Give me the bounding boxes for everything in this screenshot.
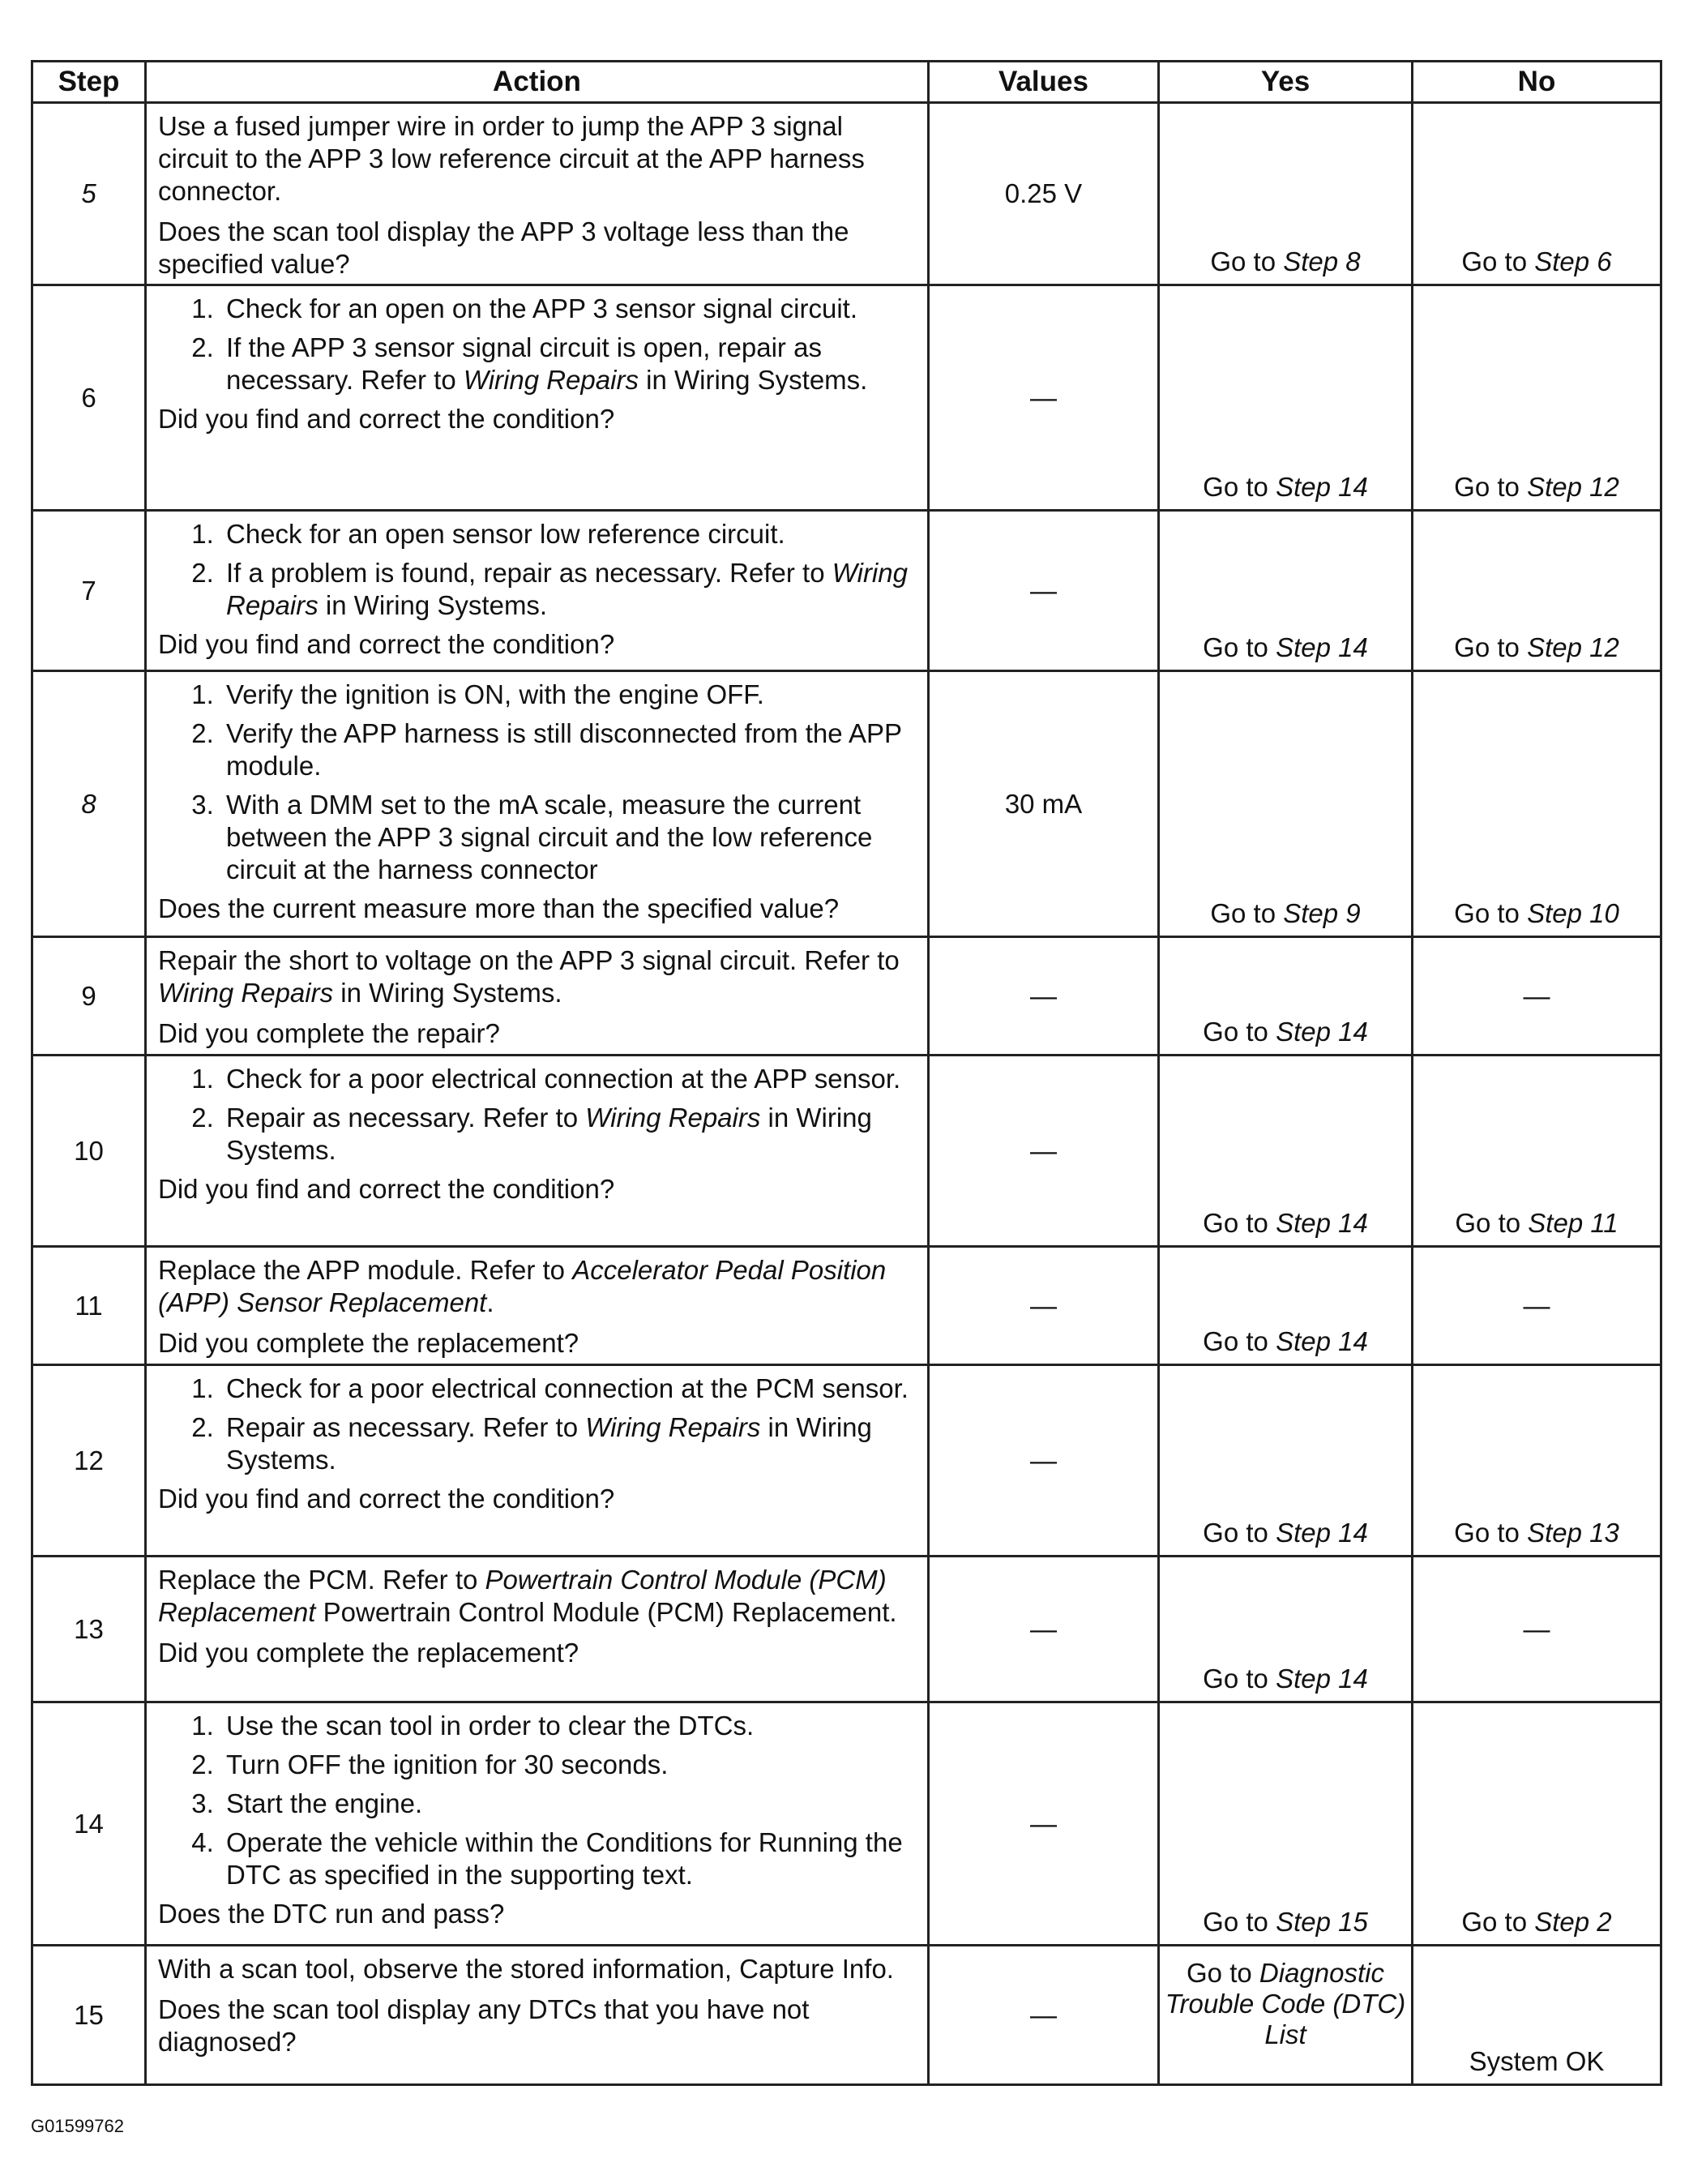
- yes-step-link[interactable]: Step 8: [1283, 246, 1361, 276]
- yes-step-link[interactable]: Step 14: [1276, 1518, 1368, 1548]
- yes-cell: Go to Step 14: [1159, 1247, 1413, 1365]
- action-question: Did you find and correct the condition?: [158, 1174, 615, 1204]
- no-cell: Go to Step 13: [1413, 1365, 1661, 1557]
- table-row: [32, 285, 1661, 511]
- dtc-list-link[interactable]: Diagnostic Trouble Code (DTC) List: [1165, 1958, 1406, 2049]
- table-row: [32, 511, 1661, 671]
- yes-cell: Go to Step 9: [1159, 671, 1413, 937]
- no-step-link[interactable]: Step 13: [1527, 1518, 1619, 1548]
- no-cell: —: [1413, 1247, 1661, 1365]
- table-row: [32, 1557, 1661, 1702]
- action-list: [158, 1710, 917, 1891]
- diagnostic-table: [31, 60, 1662, 2086]
- yes-step-link[interactable]: Step 14: [1276, 472, 1368, 502]
- value-cell: —: [929, 937, 1159, 1056]
- action-item: 1. Check for a poor electrical connection at the APP sensor.: [221, 1063, 917, 1095]
- yes-cell: Go to Step 14: [1159, 511, 1413, 671]
- step-number: 6: [32, 285, 146, 511]
- action-text: Repair the short to voltage on the APP 3 signal circuit. Refer to Wiring Repairs in Wiring Systems.: [158, 945, 900, 1008]
- action-list: [158, 1063, 917, 1167]
- header-step: Step: [32, 62, 146, 103]
- yes-cell: Go to Diagnostic Trouble Code (DTC) List: [1159, 1946, 1413, 2085]
- step-number: 11: [32, 1247, 146, 1365]
- table-row: [32, 1946, 1661, 2085]
- no-cell: [1413, 1946, 1661, 2085]
- value-cell: —: [929, 1365, 1159, 1557]
- action-item: 1. Verify the ignition is ON, with the engine OFF.: [221, 679, 917, 711]
- header-values: Values: [929, 62, 1159, 103]
- action-cell: [146, 511, 929, 671]
- step-number: 7: [32, 511, 146, 671]
- action-item: 2. Repair as necessary. Refer to Wiring Repairs in Wiring Systems.: [221, 1411, 917, 1476]
- action-item: 2. If the APP 3 sensor signal circuit is open, repair as necessary. Refer to Wiring Repairs in Wiring Systems.: [221, 332, 917, 396]
- action-cell: [146, 671, 929, 937]
- system-ok-text: System OK: [1469, 2046, 1605, 2076]
- no-cell: Go to Step 11: [1413, 1056, 1661, 1247]
- reference-link[interactable]: Wiring Repairs: [585, 1412, 761, 1442]
- yes-step-link[interactable]: Step 15: [1276, 1907, 1368, 1937]
- value-cell: 0.25 V: [929, 103, 1159, 285]
- action-item: 1. Check for an open sensor low reference circuit.: [221, 518, 917, 550]
- yes-cell: Go to Step 15: [1159, 1702, 1413, 1946]
- no-step-link[interactable]: Step 10: [1527, 898, 1619, 928]
- value-cell: —: [929, 1247, 1159, 1365]
- action-cell: [146, 1056, 929, 1247]
- action-item: 3. Start the engine.: [221, 1788, 917, 1820]
- no-cell: Go to Step 12: [1413, 511, 1661, 671]
- value-cell: —: [929, 1946, 1159, 2085]
- yes-step-link[interactable]: Step 14: [1276, 1326, 1368, 1356]
- action-item: 1. Check for a poor electrical connection at the PCM sensor.: [221, 1372, 917, 1405]
- action-item: 4. Operate the vehicle within the Conditions for Running the DTC as specified in the supporting text.: [221, 1826, 917, 1891]
- action-question: Does the current measure more than the specified value?: [158, 893, 840, 923]
- action-question: Did you complete the replacement?: [158, 1638, 579, 1668]
- yes-step-link[interactable]: Step 14: [1276, 632, 1368, 662]
- no-step-link[interactable]: Step 11: [1528, 1208, 1618, 1238]
- no-prefix: Go to: [1461, 246, 1535, 276]
- no-cell: [1413, 103, 1661, 285]
- action-question: Did you complete the repair?: [158, 1018, 500, 1048]
- action-cell: [146, 103, 929, 285]
- action-item: 3. With a DMM set to the mA scale, measure the current between the APP 3 signal circuit and the low reference circuit at the harness connector: [221, 789, 917, 886]
- no-step-link[interactable]: Step 6: [1534, 246, 1612, 276]
- action-cell: [146, 285, 929, 511]
- yes-cell: Go to Step 14: [1159, 1056, 1413, 1247]
- step-number: 15: [32, 1946, 146, 2085]
- action-text: With a scan tool, observe the stored information, Capture Info.: [158, 1954, 894, 1984]
- action-item: 2. Repair as necessary. Refer to Wiring Repairs in Wiring Systems.: [221, 1102, 917, 1167]
- action-text: Replace the PCM. Refer to Powertrain Control Module (PCM) Replacement Powertrain Control Module (PCM) Replacement.: [158, 1565, 897, 1627]
- action-cell: [146, 1247, 929, 1365]
- action-item: 2. Verify the APP harness is still disconnected from the APP module.: [221, 717, 917, 782]
- action-cell: [146, 1557, 929, 1702]
- action-item: 2. Turn OFF the ignition for 30 seconds.: [221, 1749, 917, 1781]
- action-item: 2. If a problem is found, repair as necessary. Refer to Wiring Repairs in Wiring Systems.: [221, 557, 917, 622]
- action-question: Did you find and correct the condition?: [158, 1484, 615, 1514]
- no-cell: —: [1413, 937, 1661, 1056]
- action-cell: [146, 937, 929, 1056]
- action-list: [158, 293, 917, 396]
- action-text: Use a fused jumper wire in order to jump the APP 3 signal circuit to the APP 3 low reference circuit at the APP harness connector.: [158, 111, 865, 206]
- value-cell: —: [929, 1056, 1159, 1247]
- yes-prefix: Go to: [1210, 246, 1284, 276]
- table-row: [32, 937, 1661, 1056]
- step-number: 9: [32, 937, 146, 1056]
- action-cell: [146, 1365, 929, 1557]
- action-list: [158, 1372, 917, 1476]
- action-item: 1. Use the scan tool in order to clear the DTCs.: [221, 1710, 917, 1742]
- reference-link[interactable]: Wiring Repairs: [158, 978, 334, 1008]
- step-number: 13: [32, 1557, 146, 1702]
- table-row: [32, 103, 1661, 285]
- step-number: 8: [32, 671, 146, 937]
- table-row: [32, 1702, 1661, 1946]
- step-number: 12: [32, 1365, 146, 1557]
- value-cell: —: [929, 511, 1159, 671]
- reference-link[interactable]: Wiring Repairs: [585, 1103, 761, 1133]
- reference-link[interactable]: Powertrain Control Module (PCM) Replacement: [158, 1565, 887, 1627]
- table-row: [32, 671, 1661, 937]
- yes-cell: Go to Step 14: [1159, 937, 1413, 1056]
- value-cell: 30 mA: [929, 671, 1159, 937]
- header-action: Action: [146, 62, 929, 103]
- table-row: [32, 1056, 1661, 1247]
- action-item: 1. Check for an open on the APP 3 sensor signal circuit.: [221, 293, 917, 325]
- action-question: Did you find and correct the condition?: [158, 404, 615, 434]
- yes-cell: [1159, 103, 1413, 285]
- reference-link[interactable]: Wiring Repairs: [226, 558, 908, 620]
- header-row: [32, 62, 1661, 103]
- action-question: Did you find and correct the condition?: [158, 629, 615, 659]
- step-number: 10: [32, 1056, 146, 1247]
- action-list: [158, 679, 917, 886]
- header-no: No: [1413, 62, 1661, 103]
- value-cell: —: [929, 285, 1159, 511]
- figure-id: G01599762: [31, 2116, 124, 2136]
- reference-link[interactable]: Accelerator Pedal Position (APP) Sensor Replacement: [158, 1255, 887, 1317]
- yes-step-link[interactable]: Step 9: [1283, 898, 1361, 928]
- no-cell: Go to Step 12: [1413, 285, 1661, 511]
- yes-cell: Go to Step 14: [1159, 1365, 1413, 1557]
- no-cell: —: [1413, 1557, 1661, 1702]
- header-yes: Yes: [1159, 62, 1413, 103]
- no-step-link[interactable]: Step 12: [1527, 472, 1619, 502]
- step-number: 14: [32, 1702, 146, 1946]
- value-cell: —: [929, 1702, 1159, 1946]
- step-number: 5: [32, 103, 146, 285]
- action-question: Does the scan tool display the APP 3 voltage less than the specified value?: [158, 216, 849, 279]
- no-cell: Go to Step 10: [1413, 671, 1661, 937]
- action-question: Does the DTC run and pass?: [158, 1899, 505, 1929]
- action-question: Does the scan tool display any DTCs that you have not diagnosed?: [158, 1994, 810, 2057]
- action-list: [158, 518, 917, 622]
- no-cell: Go to Step 2: [1413, 1702, 1661, 1946]
- action-text: Replace the APP module. Refer to Accelerator Pedal Position (APP) Sensor Replacement.: [158, 1255, 887, 1317]
- table-row: [32, 1365, 1661, 1557]
- no-step-link[interactable]: Step 2: [1534, 1907, 1612, 1937]
- yes-step-link[interactable]: Step 14: [1276, 1208, 1368, 1238]
- no-step-link[interactable]: Step 12: [1527, 632, 1619, 662]
- action-cell: [146, 1946, 929, 2085]
- yes-cell: Go to Step 14: [1159, 1557, 1413, 1702]
- reference-link[interactable]: Wiring Repairs: [463, 365, 639, 395]
- yes-step-link[interactable]: Step 14: [1276, 1664, 1368, 1694]
- yes-step-link[interactable]: Step 14: [1276, 1017, 1368, 1047]
- yes-cell: Go to Step 14: [1159, 285, 1413, 511]
- table-row: [32, 1247, 1661, 1365]
- action-cell: [146, 1702, 929, 1946]
- value-cell: —: [929, 1557, 1159, 1702]
- action-question: Did you complete the replacement?: [158, 1328, 579, 1358]
